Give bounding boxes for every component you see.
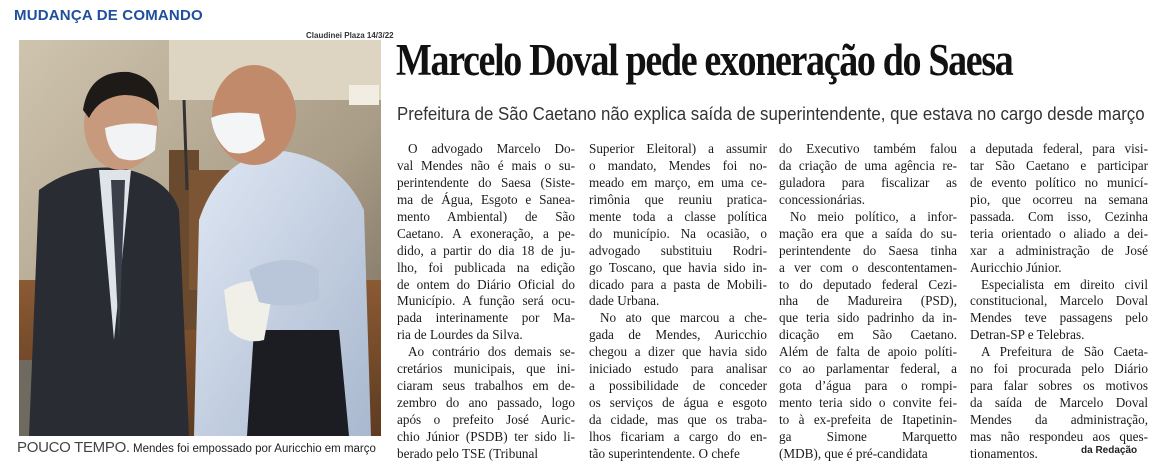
- article-line: da criação de uma agência re-: [779, 157, 957, 173]
- article-column-2: [589, 141, 767, 463]
- article-line: de ontem do Diário Oficial do: [397, 276, 575, 292]
- photo-caption: [17, 439, 387, 456]
- article-line: iniciado estudo para analisar: [589, 361, 767, 377]
- article-line: que teria sido padrinho da in-: [779, 310, 957, 326]
- article-line: do Executivo também falou: [779, 141, 957, 156]
- article-line: a deputada federal, para visi-: [970, 141, 1148, 156]
- article-line: berado pelo TSE (Tribunal: [397, 445, 539, 461]
- article-line: dicado para a pasta de Mobili-: [589, 276, 767, 292]
- article-line: go Toscano, que havia sido in-: [589, 259, 767, 275]
- section-label: MUDANÇA DE COMANDO: [14, 7, 203, 24]
- article-line: cretários municipais, que ini-: [397, 361, 575, 377]
- article-line: Mendes da administração,: [970, 412, 1148, 427]
- article-line: xar a administração de José: [970, 242, 1148, 258]
- article-line: mas não respondeu aos ques-: [970, 428, 1148, 444]
- article-line: zembro do ano passado, logo: [397, 395, 575, 411]
- article-line: concessionárias.: [779, 191, 866, 207]
- article-line: to do deputado federal Cezi-: [779, 276, 957, 292]
- article-line: tão superintendente. O chefe: [589, 445, 740, 461]
- article-column-4: [970, 141, 1148, 463]
- article-line: passada. Com isso, Cezinha: [970, 208, 1148, 224]
- article-line: gota d’água para o rompi-: [779, 378, 957, 394]
- article-line: após o prefeito José Auric-: [397, 412, 575, 427]
- article-line: ria de Lourdes da Silva.: [397, 327, 523, 343]
- byline: da Redação: [1081, 445, 1138, 456]
- article-line: val Mendes não é mais o su-: [397, 157, 575, 173]
- article-line: No meio político, a infor-: [790, 208, 957, 224]
- article-line: ciaram seus trabalhos em de-: [397, 378, 575, 394]
- article-line: da cidade, mas que os traba-: [589, 412, 767, 427]
- article-line: mação era que a saída do su-: [779, 225, 957, 241]
- article-line: a possibilidade de conceder: [589, 378, 767, 394]
- article-line: Município. A função será ocu-: [397, 293, 575, 309]
- article-line: o mandato, Mendes foi no-: [589, 157, 767, 173]
- article-line: lho, foi publicada na edição: [397, 259, 575, 275]
- article-line: Auricchio Júnior.: [970, 259, 1062, 275]
- article-line: to à ex-prefeita de Itapetinin-: [779, 412, 957, 427]
- article-line: guladora para fiscalizar as: [779, 174, 957, 190]
- article-line: chegou a dizer que havia sido: [589, 344, 767, 360]
- caption-text: Mendes foi empossado por Auricchio em março: [129, 443, 376, 455]
- article-line: gada de Mendes, Auricchio: [589, 327, 767, 343]
- article-line: Mendes teve passagens pelo: [970, 310, 1148, 326]
- article-line: rimônia que reuniu pratica-: [589, 191, 767, 207]
- article-line: A Prefeitura de São Caeta-: [981, 344, 1148, 360]
- article-line: Detran-SP e Telebras.: [970, 327, 1085, 343]
- article-column-3: [779, 141, 957, 463]
- article-line: dido, a partir do dia 18 de ju-: [397, 242, 575, 258]
- article-line: pada interinamente por Ma-: [397, 310, 575, 326]
- article-line: dade Urbana.: [589, 293, 660, 309]
- article-line: Ao contrário dos demais se-: [408, 344, 575, 360]
- article-line: co ao parlamentar federal, a: [779, 361, 957, 377]
- article-line: No ato que marcou a che-: [600, 310, 767, 326]
- article-line: constitucional, Marcelo Doval: [970, 293, 1148, 309]
- article-line: lhos ficariam a cargo do en-: [589, 428, 767, 444]
- article-line: mento Ambiental) de São: [397, 208, 575, 224]
- article-line: do município. Na ocasião, o: [589, 225, 767, 241]
- article-line: ga Simone Marquetto: [779, 428, 957, 444]
- article-line: chio Júnior (PSDB) ter sido li-: [397, 428, 575, 444]
- article-line: Superior Eleitoral) a assumir: [589, 141, 767, 156]
- article-line: de evento político no municí-: [970, 174, 1148, 190]
- article-line: os serviços de água e esgoto: [589, 395, 767, 411]
- article-line: advogado substituiu Rodri-: [589, 242, 767, 258]
- article-line: nha de Madureira (PSD),: [779, 293, 957, 309]
- news-photo: [19, 40, 381, 436]
- article-line: tar São Caetano e participar: [970, 157, 1148, 173]
- article-line: meado em março, em uma ce-: [589, 174, 767, 190]
- article-line: pio, que ocorreu na semana: [970, 191, 1148, 207]
- article-line: ma de Água, Esgoto e Sanea-: [397, 191, 575, 207]
- article-line: tionamentos.: [970, 445, 1038, 461]
- headline: Marcelo Doval pede exoneração do Saesa: [396, 35, 1013, 85]
- article-line: dicação em São Caetano.: [779, 327, 957, 343]
- article-line: (MDB), que é pré-candidata: [779, 445, 928, 461]
- article-line: O advogado Marcelo Do-: [408, 141, 575, 156]
- article-line: a ver com o descontentamen-: [779, 259, 957, 275]
- article-line: mente toda a classe política: [589, 208, 767, 224]
- article-line: mento teria sido o convite fei-: [779, 395, 957, 411]
- article-line: Caetano. A exoneração, a pe-: [397, 225, 575, 241]
- caption-label: POUCO TEMPO.: [17, 439, 130, 456]
- subheadline: Prefeitura de São Caetano não explica saída de superintendente, que estava no cargo desde março: [397, 104, 1145, 124]
- article-line: para falar sobres os motivos: [970, 378, 1148, 394]
- photo-credit: Claudinei Plaza 14/3/22: [306, 31, 394, 40]
- article-line: da saída de Marcelo Doval: [970, 395, 1148, 411]
- article-column-1: [397, 141, 575, 463]
- article-line: no foi procurada pelo Diário: [970, 361, 1148, 377]
- article-line: Especialista em direito civil: [981, 276, 1148, 292]
- article-line: teria orientado o aliado a dei-: [970, 225, 1148, 241]
- article-line: perintendente do Saesa tinha: [779, 242, 957, 258]
- article-line: Além de falta de apoio políti-: [779, 344, 957, 360]
- article-line: perintendente do Saesa (Siste-: [397, 174, 575, 190]
